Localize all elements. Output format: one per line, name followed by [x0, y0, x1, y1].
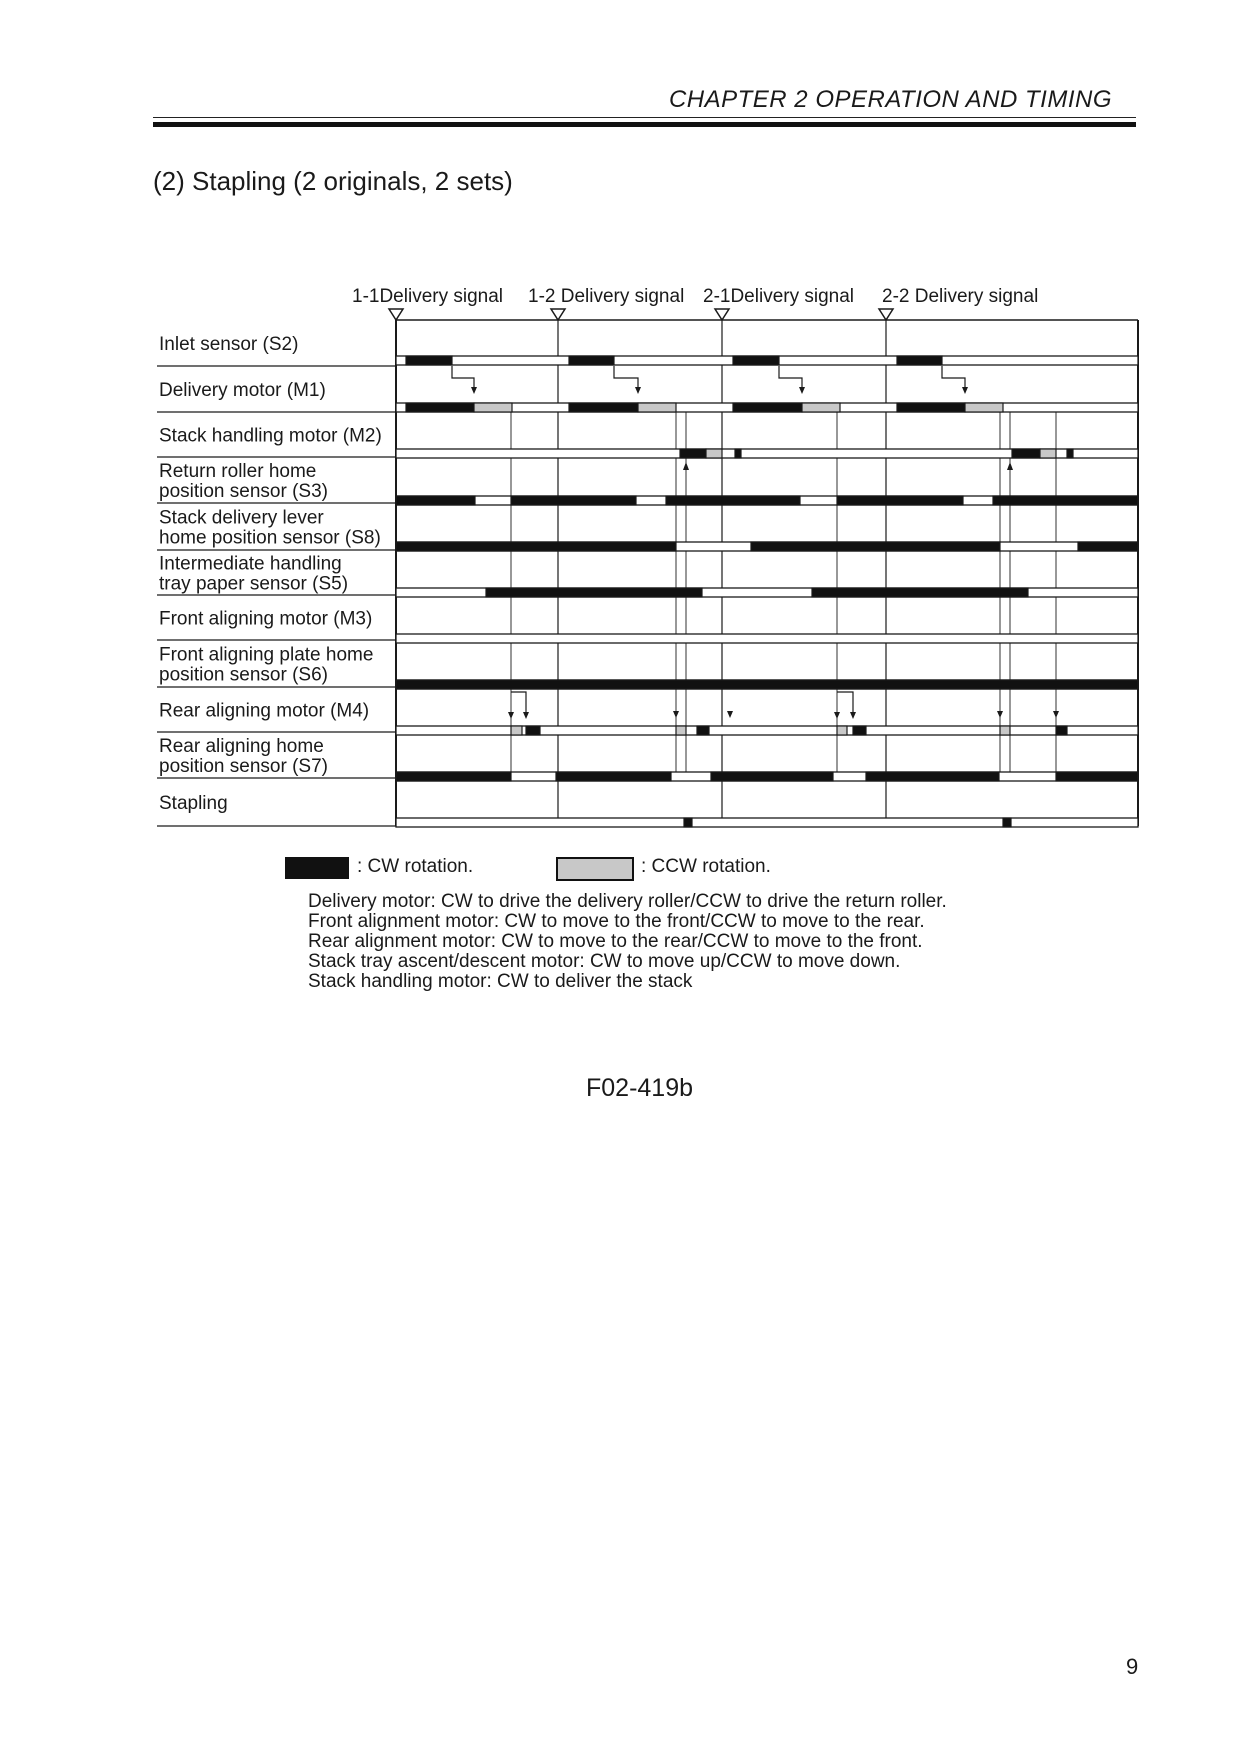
- row-label: Intermediate handling: [159, 553, 342, 575]
- delivery-signal-label: 1-2 Delivery signal: [528, 286, 685, 307]
- row-label: Delivery motor (M1): [159, 380, 326, 401]
- cw-rotation-bar: [396, 496, 475, 505]
- cw-rotation-bar: [556, 772, 671, 781]
- cw-rotation-bar: [396, 772, 511, 781]
- delivery-signal-label: 2-2 Delivery signal: [882, 286, 1039, 307]
- row-label: tray paper sensor (S5): [159, 573, 349, 595]
- timing-arrow-line: [511, 692, 526, 712]
- section-title: (2) Stapling (2 originals, 2 sets): [153, 166, 513, 196]
- arrow-head: [1053, 711, 1059, 718]
- cw-rotation-bar: [526, 726, 540, 735]
- row-label: Stapling: [159, 793, 228, 814]
- cw-rotation-bar: [406, 356, 452, 365]
- ccw-rotation-bar: [676, 726, 686, 735]
- delivery-signal-labels: [352, 286, 1038, 320]
- arrow-head: [962, 387, 968, 394]
- cw-rotation-bar: [733, 356, 779, 365]
- motor-notes: [308, 892, 947, 992]
- signal-marker-triangle: [551, 309, 565, 320]
- timing-arrow-line: [837, 692, 853, 712]
- row-label: Return roller home: [159, 461, 317, 482]
- row-track: [396, 634, 1138, 643]
- ccw-rotation-bar: [706, 449, 722, 458]
- delivery-signal-label: 2-1Delivery signal: [703, 286, 855, 307]
- cw-rotation-bar: [866, 772, 999, 781]
- ccw-rotation-bar: [1000, 726, 1010, 735]
- note-line: Stack tray ascent/descent motor: CW to move up/CCW to move down.: [308, 951, 901, 972]
- arrow-head: [1007, 462, 1013, 470]
- cw-rotation-bar: [897, 356, 942, 365]
- cw-rotation-bar: [751, 542, 1000, 551]
- cw-rotation-bar: [897, 403, 965, 412]
- arrow-head: [834, 712, 840, 719]
- cw-rotation-bar: [1056, 772, 1138, 781]
- arrow-head: [471, 387, 477, 394]
- cw-rotation-bar: [1067, 449, 1073, 458]
- arrow-head: [683, 462, 689, 470]
- cw-rotation-bar: [396, 542, 676, 551]
- arrow-head: [997, 711, 1003, 718]
- figure-id: F02-419b: [586, 1074, 694, 1102]
- ccw-rotation-bar: [802, 403, 840, 412]
- delivery-signal-label: 1-1Delivery signal: [352, 286, 504, 307]
- cw-rotation-bar: [812, 588, 1028, 597]
- row-label: position sensor (S3): [159, 481, 328, 502]
- row-track: [396, 818, 1138, 827]
- row-track: [396, 726, 1138, 735]
- cw-rotation-bar: [733, 403, 802, 412]
- timing-arrow-line: [779, 366, 802, 388]
- arrow-head: [673, 711, 679, 718]
- cw-rotation-bar: [511, 496, 636, 505]
- ccw-rotation-bar: [965, 403, 1003, 412]
- arrow-head: [727, 711, 733, 718]
- row-label: position sensor (S7): [159, 756, 328, 777]
- cw-legend-label: : CW rotation.: [357, 856, 474, 877]
- cw-rotation-bar: [406, 403, 474, 412]
- ccw-rotation-bar: [474, 403, 512, 412]
- note-line: Delivery motor: CW to drive the delivery roller/CCW to drive the return roller.: [308, 891, 947, 912]
- cw-rotation-bar: [1003, 818, 1011, 827]
- cw-rotation-bar: [1012, 449, 1040, 458]
- ccw-legend-label: : CCW rotation.: [641, 856, 771, 877]
- cw-rotation-bar: [993, 496, 1138, 505]
- chapter-header: CHAPTER 2 OPERATION AND TIMING: [668, 86, 1112, 113]
- timing-diagram: [0, 0, 1240, 850]
- signal-marker-triangle: [715, 309, 729, 320]
- cw-rotation-bar: [569, 403, 638, 412]
- cw-rotation-bar: [697, 726, 709, 735]
- row-label: Inlet sensor (S2): [159, 334, 299, 355]
- timing-arrow-line: [614, 366, 638, 388]
- signal-marker-triangle: [389, 309, 403, 320]
- ccw-rotation-bar: [638, 403, 676, 412]
- cw-rotation-bar: [486, 588, 702, 597]
- arrow-head: [850, 712, 856, 719]
- cw-rotation-bar: [569, 356, 614, 365]
- signal-rows: [159, 334, 1138, 827]
- note-line: Front alignment motor: CW to move to the front/CCW to move to the rear.: [308, 911, 925, 932]
- cw-rotation-bar: [684, 818, 692, 827]
- arrow-head: [523, 712, 529, 719]
- timing-arrow-line: [942, 366, 965, 388]
- ccw-rotation-bar: [511, 726, 522, 735]
- note-line: Stack handling motor: CW to deliver the stack: [308, 971, 693, 992]
- row-label: Stack delivery lever: [159, 507, 324, 529]
- cw-rotation-bar: [837, 496, 963, 505]
- cw-rotation-bar: [735, 449, 741, 458]
- ccw-rotation-bar: [837, 726, 847, 735]
- cw-rotation-bar: [711, 772, 833, 781]
- page-number: 9: [1126, 1654, 1139, 1679]
- note-line: Rear alignment motor: CW to move to the rear/CCW to move to the front.: [308, 931, 923, 952]
- arrow-head: [508, 712, 514, 719]
- row-label: Front aligning motor (M3): [159, 608, 373, 630]
- signal-marker-triangle: [879, 309, 893, 320]
- cw-rotation-bar: [666, 496, 800, 505]
- cw-rotation-bar: [1056, 726, 1067, 735]
- cw-rotation-bar: [680, 449, 706, 458]
- row-label: Stack handling motor (M2): [159, 425, 382, 447]
- cw-rotation-bar: [1078, 542, 1138, 551]
- arrow-head: [799, 387, 805, 394]
- row-label: home position sensor (S8): [159, 527, 381, 549]
- ccw-legend-swatch: [556, 857, 634, 881]
- row-label: Front aligning plate home: [159, 644, 374, 666]
- row-label: Rear aligning home: [159, 736, 324, 757]
- cw-legend-swatch: [285, 857, 349, 879]
- ccw-rotation-bar: [1040, 449, 1056, 458]
- cw-rotation-bar: [853, 726, 866, 735]
- row-label: position sensor (S6): [159, 664, 328, 686]
- cw-rotation-bar: [396, 680, 1138, 689]
- timing-arrow-line: [452, 366, 474, 388]
- row-label: Rear aligning motor (M4): [159, 700, 370, 722]
- arrow-head: [635, 387, 641, 394]
